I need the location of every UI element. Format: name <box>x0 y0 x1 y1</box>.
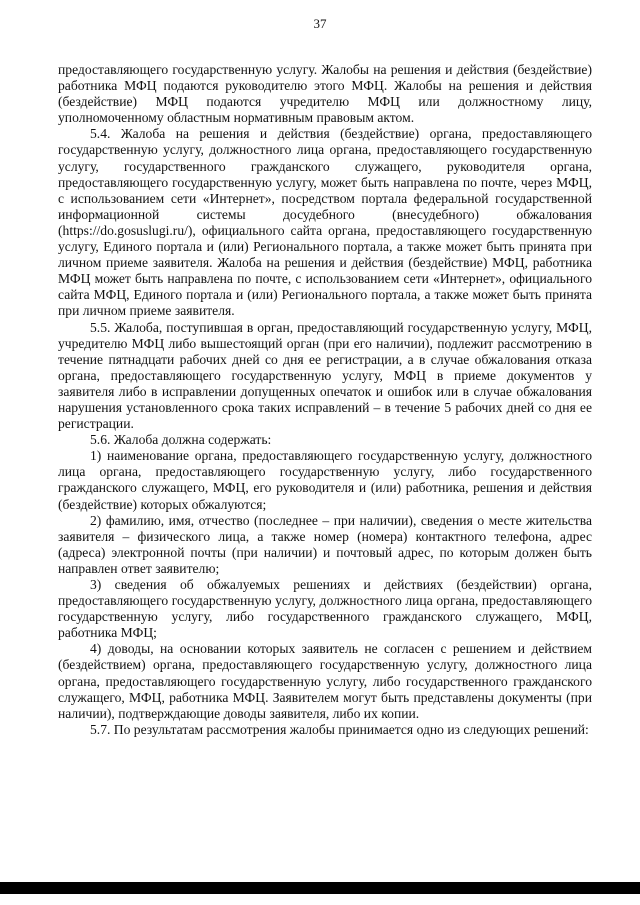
paragraph-5-4: 5.4. Жалоба на решения и действия (бездействие) органа, предоставляющего государственную услугу, должностного лица органа, предоставляющего государственную услугу, государственного гражданского служащего, руководителя органа, предоставляющего государственную услугу, может быть направлена по почте, через МФЦ, с использованием сети «Интернет», посредством портала федеральной государственной информационной системы досудебного (внесудебного) обжалования (https://do.gosuslugi.ru/), официального сайта органа, предоставляющего государственную услугу, Единого портала и (или) Регионального портала, а также может быть принята при личном приеме заявителя. Жалоба на решения и действия (бездействие) МФЦ, работника МФЦ может быть направлена по почте, с использованием сети «Интернет», официального сайта МФЦ, Единого портала и (или) Регионального портала, а также может быть принята при личном приеме заявителя. <box>58 126 592 319</box>
page-number: 37 <box>313 16 327 31</box>
paragraph-5-5: 5.5. Жалоба, поступившая в орган, предоставляющий государственную услугу, МФЦ, учредителю МФЦ либо вышестоящий орган (при его наличии), подлежит рассмотрению в течение пятнадцати рабочих дней со дня ее регистрации, а в случае обжалования отказа органа, предоставляющего государственную услугу, МФЦ в приеме документов у заявителя либо в исправлении допущенных опечаток и ошибок или в случае обжалования нарушения установленного срока таких исправлений – в течение 5 рабочих дней со дня ее регистрации. <box>58 319 592 432</box>
page-bottom-border <box>0 882 640 894</box>
list-item-2: 2) фамилию, имя, отчество (последнее – при наличии), сведения о месте жительства заявителя – физического лица, а также номер (номера) контактного телефона, адрес (адреса) электронной почты (при наличии) и почтовый адрес, по которым должен быть направлен ответ заявителю; <box>58 512 592 576</box>
list-item-1: 1) наименование органа, предоставляющего государственную услугу, должностного лица органа, предоставляющего государственную услугу, либо государственного гражданского служащего, МФЦ, его руководителя и (или) работника, решения и действия (бездействие) которых обжалуются; <box>58 448 592 512</box>
paragraph-5-3-continuation: предоставляющего государственную услугу. Жалобы на решения и действия (бездействие) работника МФЦ подаются руководителю этого МФЦ. Жалобы на решения и действия (бездействие) МФЦ подаются учредителю МФЦ или должностному лицу, уполномоченному областным нормативным правовым актом. <box>58 62 592 126</box>
list-item-4: 4) доводы, на основании которых заявитель не согласен с решением и действием (бездействием) органа, предоставляющего государственную услугу, должностного лица органа, предоставляющего государственную услугу, либо государственного гражданского служащего, МФЦ, работника МФЦ. Заявителем могут быть представлены документы (при наличии), подтверждающие доводы заявителя, либо их копии. <box>58 641 592 721</box>
paragraph-5-7: 5.7. По результатам рассмотрения жалобы принимается одно из следующих решений: <box>90 721 589 737</box>
document-body <box>58 62 592 738</box>
paragraph-5-6: 5.6. Жалоба должна содержать: <box>90 432 272 448</box>
list-item-3: 3) сведения об обжалуемых решениях и действиях (бездействии) органа, предоставляющего государственную услугу, должностного лица органа, предоставляющего государственную услугу, либо государственного гражданского служащего, МФЦ, работника МФЦ; <box>58 577 592 641</box>
